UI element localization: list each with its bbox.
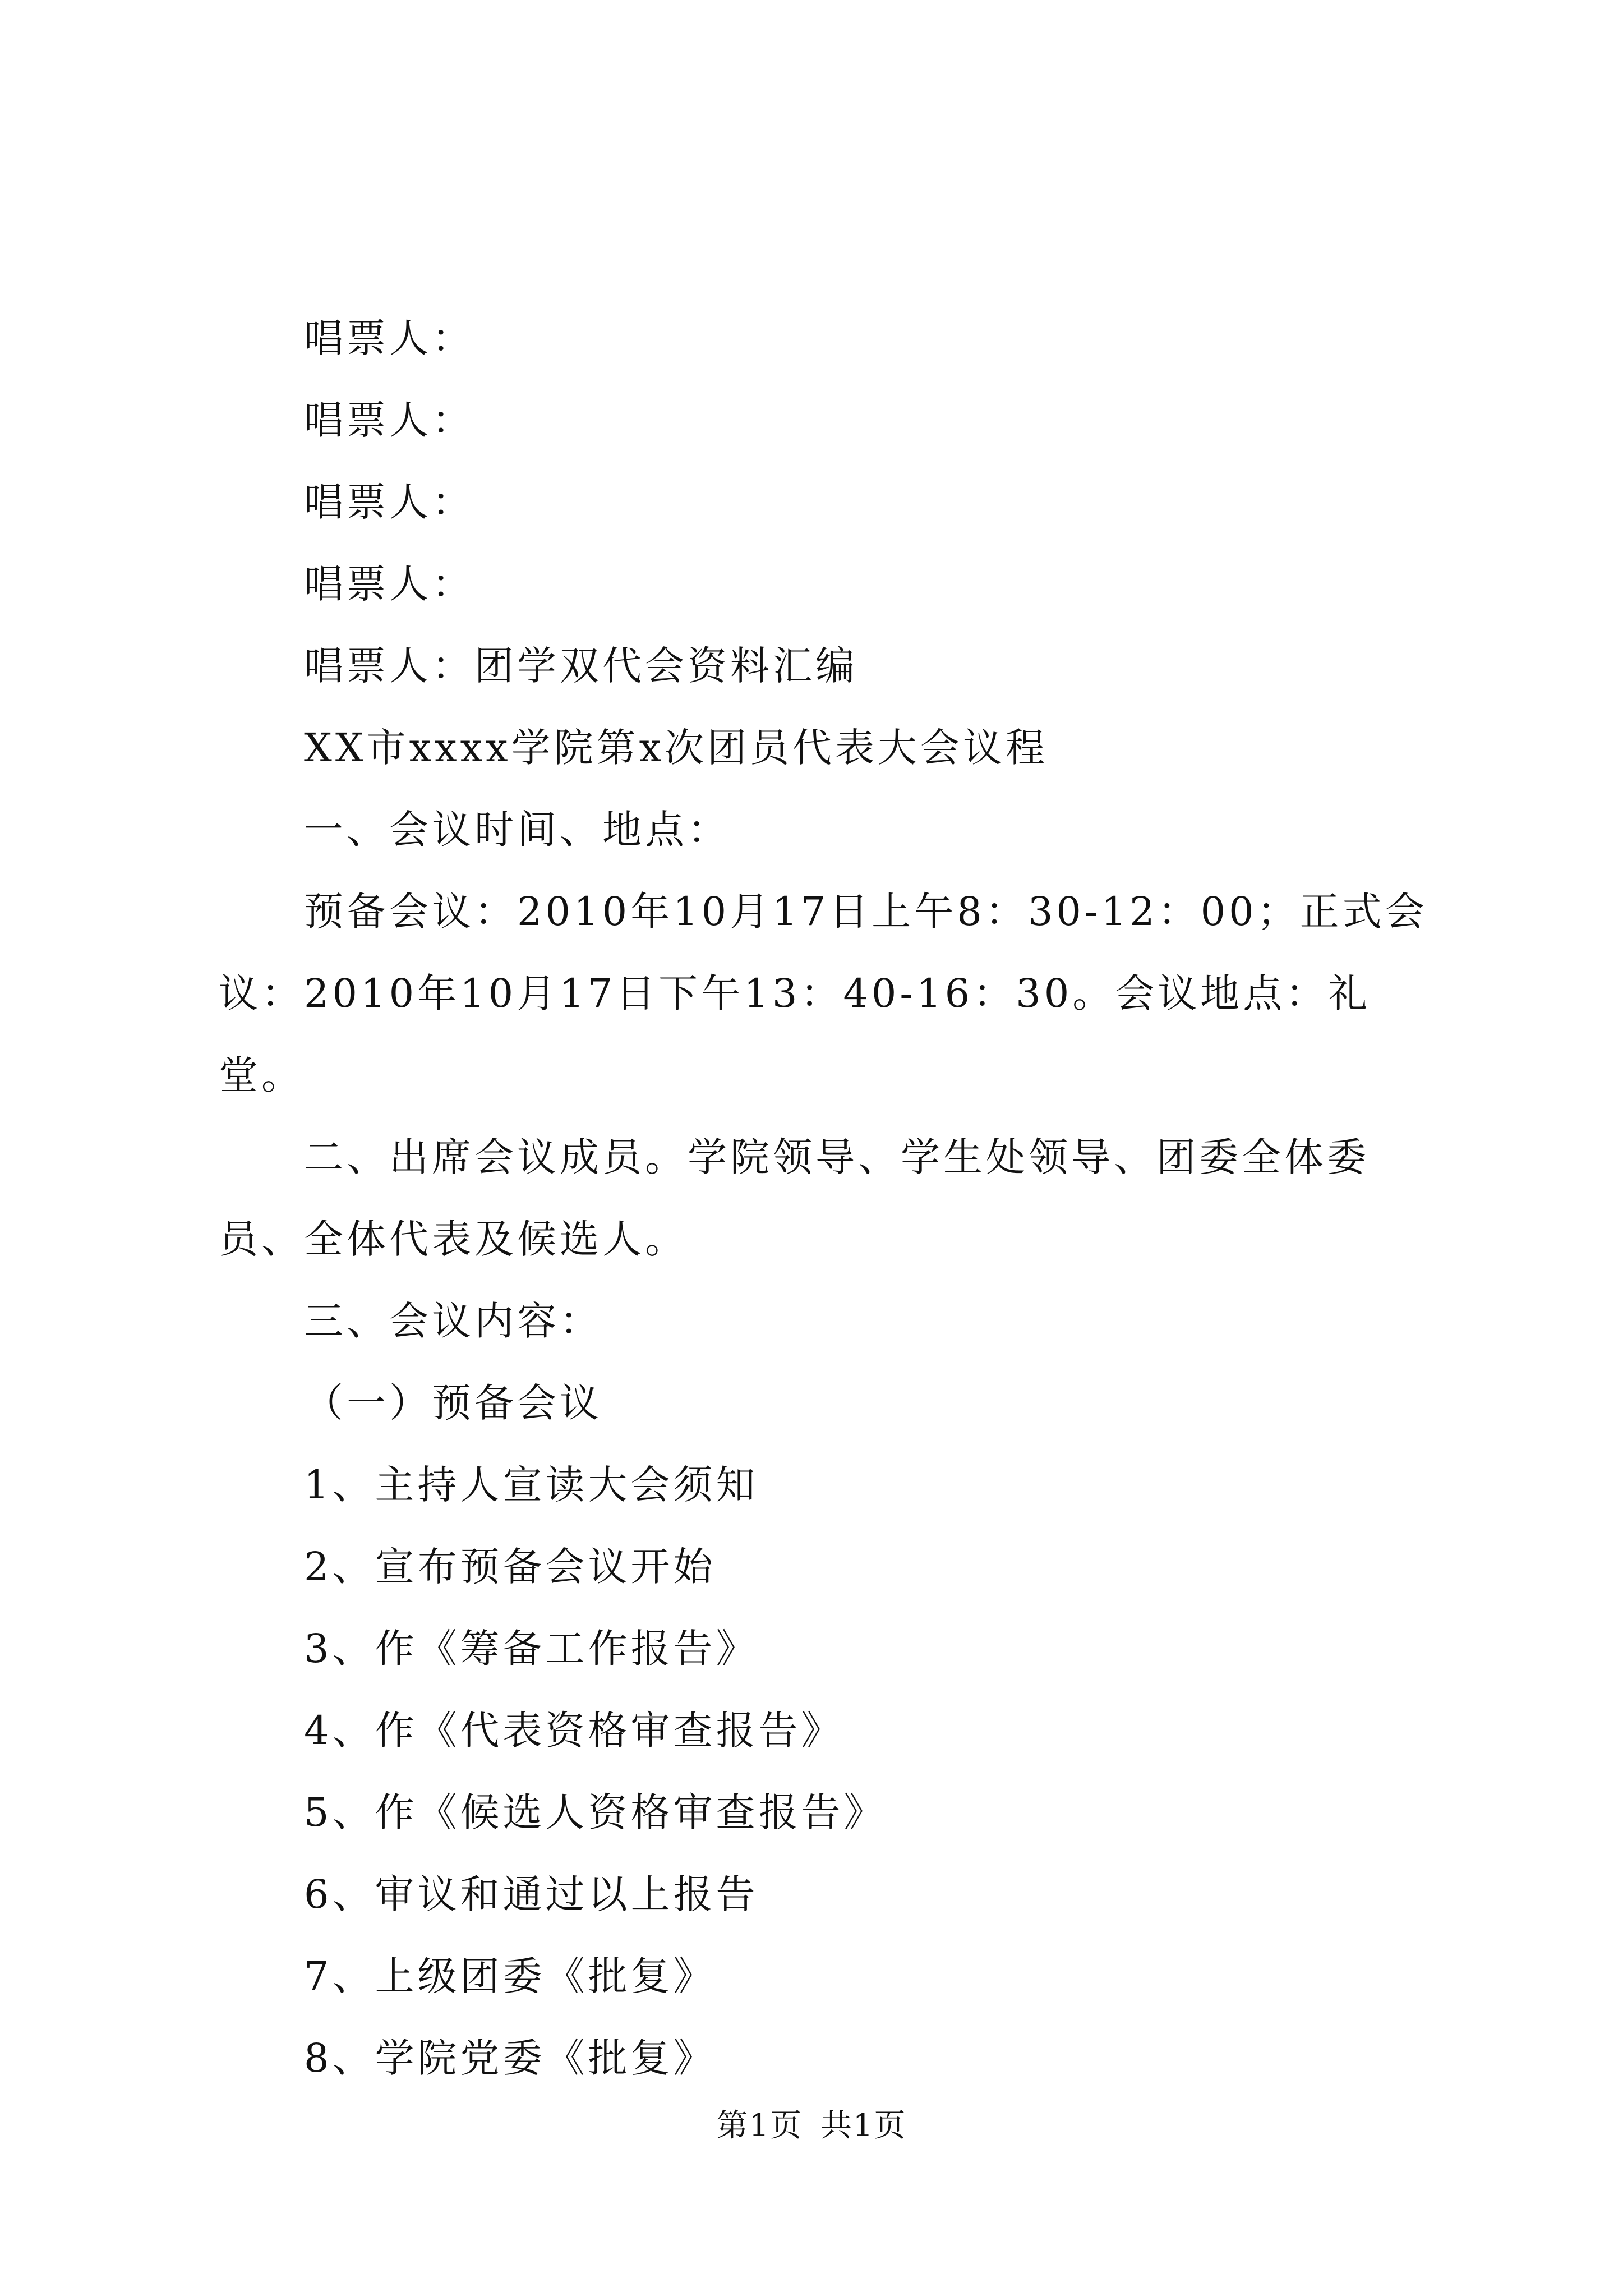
page-number: 第1页	[716, 2108, 803, 2144]
agenda-item-1: 1、主持人宣读大会须知	[304, 1462, 759, 1508]
agenda-item-8: 8、学院党委《批复》	[304, 2035, 716, 2081]
agenda-item-5: 5、作《候选人资格审查报告》	[304, 1789, 887, 1835]
paragraph-teller-4: 唱票人：	[304, 561, 474, 607]
agenda-title: XX市xxxx学院第x次团员代表大会议程	[304, 725, 1049, 771]
agenda-item-4: 4、作《代表资格审查报告》	[304, 1708, 844, 1754]
agenda-item-3: 3、作《筹备工作报告》	[304, 1626, 759, 1672]
paragraph-teller-3: 唱票人：	[304, 479, 474, 525]
paragraph-teller-2: 唱票人：	[304, 397, 474, 443]
paragraph-teller-1: 唱票人：	[304, 315, 474, 361]
section-attendees: 二、出席会议成员。学院领导、学生处领导、团委全体委员、全体代表及候选人。	[219, 1134, 1370, 1262]
document-body	[219, 297, 1447, 2099]
subsection-preparatory: （一）预备会议	[304, 1380, 602, 1426]
page-footer	[0, 2104, 1623, 2148]
section-time-place-body: 预备会议：2010年10月17日上午8：30-12：00；正式会议：2010年10月17日下午13：40-16：30。会议地点：礼堂。	[219, 889, 1428, 1098]
page-total: 共1页	[820, 2108, 907, 2144]
section-time-place-heading: 一、会议时间、地点：	[304, 807, 730, 853]
agenda-item-2: 2、宣布预备会议开始	[304, 1544, 716, 1590]
agenda-item-6: 6、审议和通过以上报告	[304, 1871, 759, 1917]
paragraph-teller-5: 唱票人：团学双代会资料汇编	[304, 643, 858, 689]
section-content-heading: 三、会议内容：	[304, 1298, 602, 1344]
agenda-item-7: 7、上级团委《批复》	[304, 1953, 716, 1999]
